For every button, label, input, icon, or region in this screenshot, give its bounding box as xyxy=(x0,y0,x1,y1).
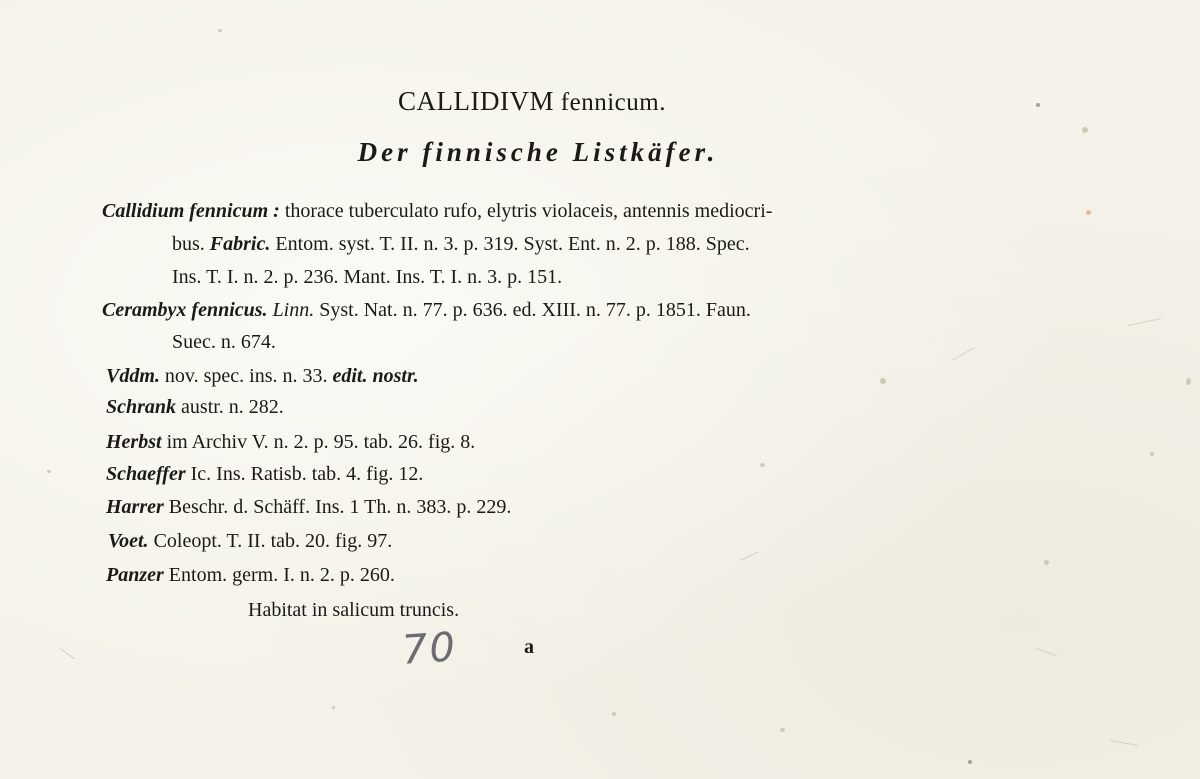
entry-text: Ic. Ins. Ratisb. tab. 4. fig. 12. xyxy=(190,463,424,485)
entry-author: Callidium fennicum : xyxy=(102,200,280,222)
entry-author: Harrer xyxy=(106,496,164,518)
page-subtitle: Der finnische Listkäfer. xyxy=(357,137,719,167)
entry-author: Herbst xyxy=(106,431,162,453)
entry-callidium-cont-2 xyxy=(172,265,562,289)
entry-author: Cerambyx fennicus. xyxy=(102,299,268,321)
entry-author: Voet. xyxy=(108,530,149,552)
entry-author: Vddm. xyxy=(106,365,160,387)
entry-panzer xyxy=(106,563,395,587)
entry-text: Entom. germ. I. n. 2. p. 260. xyxy=(168,564,395,586)
entry-text: Syst. Nat. n. 77. p. 636. ed. XIII. n. 77. p. 1851. Faun. xyxy=(319,299,751,321)
entry-continuation: bus. xyxy=(172,233,205,255)
entry-vddm xyxy=(106,364,419,388)
page-title xyxy=(0,86,1064,117)
title-species: fennicum. xyxy=(560,89,666,116)
entry-callidium-cont-1 xyxy=(172,232,750,256)
title-genus: CALLIDIVM xyxy=(398,86,555,116)
entry-text: Coleopt. T. II. tab. 20. fig. 97. xyxy=(153,530,393,552)
entry-schrank xyxy=(106,395,284,419)
signature-mark: a xyxy=(524,636,534,658)
entry-italic-tail: edit. nostr. xyxy=(332,365,419,387)
entry-author: Schaeffer xyxy=(106,463,186,485)
entry-author: Panzer xyxy=(106,564,164,586)
handwritten-page-number: 70 xyxy=(400,624,459,674)
entry-author: Fabric. xyxy=(209,233,271,255)
entry-cerambyx-cont xyxy=(172,330,276,354)
entry-herbst xyxy=(106,430,475,454)
entry-schaeffer xyxy=(106,462,423,486)
entry-continuation: Suec. n. 674. xyxy=(172,331,276,353)
entry-harrer xyxy=(106,495,511,519)
entry-cerambyx xyxy=(102,298,751,322)
entry-voet xyxy=(108,529,392,553)
entry-text: thorace tuberculato rufo, elytris violaceis, antennis mediocri- xyxy=(284,200,773,222)
entry-text: Beschr. d. Schäff. Ins. 1 Th. n. 383. p. 229. xyxy=(168,496,512,518)
entry-italic: Linn. xyxy=(272,299,315,321)
entry-text: Entom. syst. T. II. n. 3. p. 319. Syst. Ent. n. 2. p. 188. Spec. xyxy=(275,233,750,255)
entry-text: nov. spec. ins. n. 33. xyxy=(164,365,328,387)
entry-text: im Archiv V. n. 2. p. 95. tab. 26. fig. 8. xyxy=(166,431,476,453)
entry-continuation: Ins. T. I. n. 2. p. 236. Mant. Ins. T. I. n. 3. p. 151. xyxy=(172,266,563,288)
entry-callidium xyxy=(102,199,772,223)
entry-text: austr. n. 282. xyxy=(181,396,284,418)
habitat-line: Habitat in salicum truncis. xyxy=(248,599,460,621)
entry-author: Schrank xyxy=(106,396,177,418)
